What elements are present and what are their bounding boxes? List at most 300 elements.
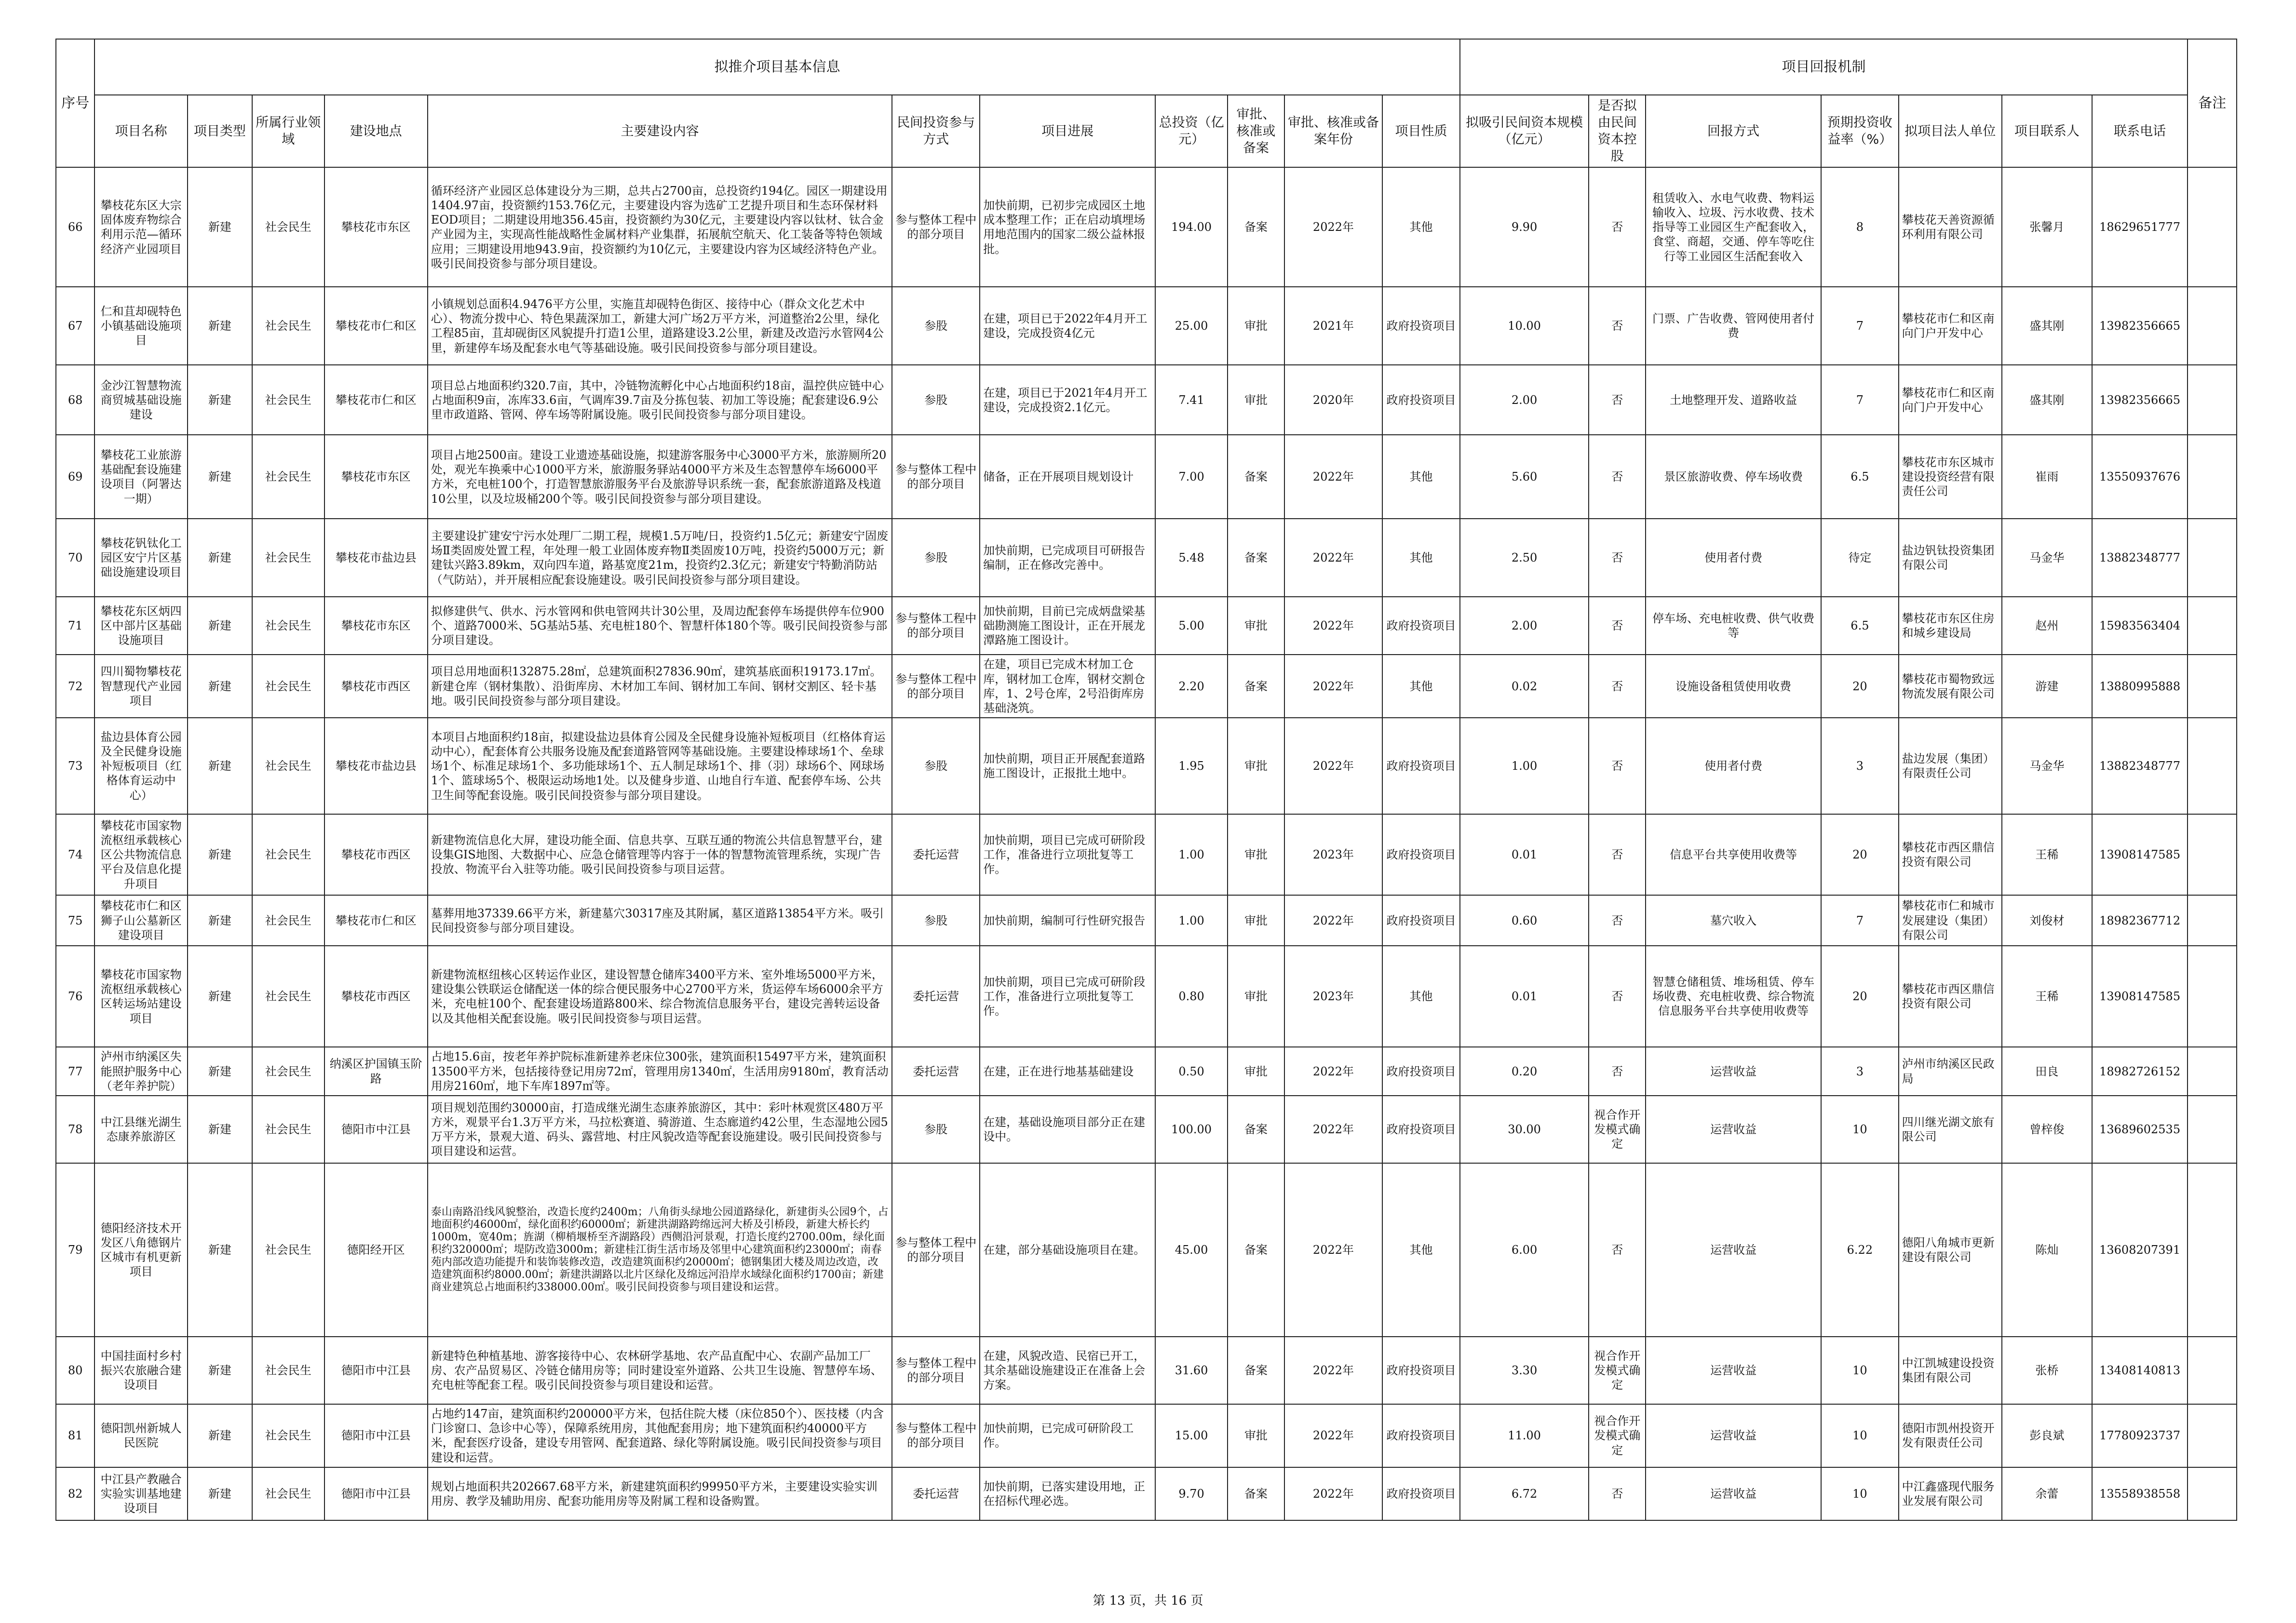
legal-entity-cell: 泸州市纳溪区民政局 [1899, 1047, 2002, 1096]
remark-cell [2188, 519, 2237, 597]
table-row [56, 1337, 2237, 1404]
project-nature-cell: 其他 [1382, 167, 1460, 287]
private-capital-cell: 2.50 [1460, 519, 1589, 597]
total-investment-cell: 15.00 [1155, 1404, 1228, 1467]
expected-return-rate-cell: 7 [1821, 365, 1899, 435]
header-approval-year: 审批、核准或备案年份 [1284, 95, 1382, 167]
location-cell: 德阳市中江县 [324, 1404, 428, 1467]
project-type-cell: 新建 [188, 1163, 252, 1337]
participation-method-cell: 参与整体工程中的部分项目 [892, 1163, 980, 1337]
approval-year-cell: 2022年 [1284, 1047, 1382, 1096]
progress-cell: 在建，部分基础设施项目在建。 [980, 1163, 1155, 1337]
expected-return-rate-cell: 20 [1821, 814, 1899, 895]
project-nature-cell: 政府投资项目 [1382, 365, 1460, 435]
contact-phone-cell: 18982726152 [2092, 1047, 2188, 1096]
remark-cell [2188, 1467, 2237, 1520]
private-capital-cell: 0.01 [1460, 814, 1589, 895]
industry-cell: 社会民生 [252, 365, 324, 435]
private-control-cell: 否 [1589, 718, 1646, 814]
project-name-cell: 德阳经济技术开发区八角德钢片区城市有机更新项目 [95, 1163, 188, 1337]
header-legal-entity: 拟项目法人单位 [1899, 95, 2002, 167]
private-control-cell: 视合作开发模式确定 [1589, 1096, 1646, 1163]
header-location: 建设地点 [324, 95, 428, 167]
progress-cell: 加快前期，已完成项目可研报告编制，正在修改完善中。 [980, 519, 1155, 597]
approval-year-cell: 2022年 [1284, 1163, 1382, 1337]
project-name-cell: 泸州市纳溪区失能照护服务中心（老年养护院） [95, 1047, 188, 1096]
progress-cell: 加快前期，项目已完成可研阶段工作，准备进行立项批复等工作。 [980, 814, 1155, 895]
content-cell: 项目占地2500亩。建设工业遗迹基础设施，拟建游客服务中心3000平方米，旅游厕所20处，观光车换乘中心1000平方米，旅游服务驿站4000平方米及生态智慧停车场6000平方米，充电桩100个，打造智慧旅游服务平台及旅游导识系统一套，配套旅游道路及栈道10公里，以及垃圾桶200个等。吸引民间投资参与部分项目建设。 [428, 435, 892, 519]
approval-type-cell: 审批 [1228, 895, 1284, 946]
private-capital-cell: 3.30 [1460, 1337, 1589, 1404]
contact-phone-cell: 13908147585 [2092, 946, 2188, 1047]
content-cell: 项目总用地面积132875.28㎡，总建筑面积27836.90㎡，建筑基底面积19173.17㎡。新建仓库（钢材集散）、沿街库房、木材加工车间、钢材加工车间、钢材交割区、轻卡基地。吸引民间投资参与部分项目建设。 [428, 655, 892, 718]
content-cell: 主要建设扩建安宁污水处理厂二期工程，规模1.5万吨/日，投资约1.5亿元；新建安宁固废场Ⅱ类固废处置工程，年处理一般工业固体废弃物Ⅱ类固废10万吨，投资约5000万元；新建钛兴路3.89km，双向四车道，路基宽度21m，投资约2.3亿元；新建安宁特勤消防站（气防站），并开展相应配套设施建设。吸引民间投资参与部分项目建设。 [428, 519, 892, 597]
participation-method-cell: 参与整体工程中的部分项目 [892, 655, 980, 718]
project-name-cell: 德阳凯州新城人民医院 [95, 1404, 188, 1467]
approval-year-cell: 2023年 [1284, 946, 1382, 1047]
table-row [56, 1404, 2237, 1467]
remark-cell [2188, 1337, 2237, 1404]
content-cell: 新建物流枢纽核心区转运作业区，建设智慧仓储库3400平方米、室外堆场5000平方米，建设集公铁联运仓储配送一体的综合便民服务中心2700平方米，货运停车场6000余平方米，充电桩100个、配套建设场道路800米、综合物流信息服务平台，建设完善转运设备以及其他相关配套设施。吸引民间投资参与项目运营。 [428, 946, 892, 1047]
header-industry: 所属行业领域 [252, 95, 324, 167]
approval-type-cell: 审批 [1228, 1404, 1284, 1467]
table-row [56, 1467, 2237, 1520]
contact-phone-cell: 13982356665 [2092, 287, 2188, 365]
return-method-cell: 运营收益 [1646, 1047, 1821, 1096]
project-name-cell: 攀枝花工业旅游基础配套设施建设项目（阿署达一期） [95, 435, 188, 519]
private-control-cell: 否 [1589, 365, 1646, 435]
page-footer: 第 13 页，共 16 页 [1093, 1594, 1203, 1608]
total-investment-cell: 194.00 [1155, 167, 1228, 287]
table-row [56, 597, 2237, 655]
legal-entity-cell: 攀枝花市仁和城市发展建设（集团）有限公司 [1899, 895, 2002, 946]
header-progress: 项目进展 [980, 95, 1155, 167]
private-control-cell: 否 [1589, 287, 1646, 365]
total-investment-cell: 31.60 [1155, 1337, 1228, 1404]
participation-method-cell: 参股 [892, 1096, 980, 1163]
private-control-cell: 否 [1589, 655, 1646, 718]
header-expected-return-rate: 预期投资收益率（%） [1821, 95, 1899, 167]
legal-entity-cell: 攀枝花市蜀物致远物流发展有限公司 [1899, 655, 2002, 718]
return-method-cell: 使用者付费 [1646, 718, 1821, 814]
project-type-cell: 新建 [188, 895, 252, 946]
project-nature-cell: 政府投资项目 [1382, 1096, 1460, 1163]
progress-cell: 加快前期，编制可行性研究报告 [980, 895, 1155, 946]
return-method-cell: 景区旅游收费、停车场收费 [1646, 435, 1821, 519]
approval-year-cell: 2022年 [1284, 718, 1382, 814]
project-type-cell: 新建 [188, 814, 252, 895]
legal-entity-cell: 中江鑫盛现代服务业发展有限公司 [1899, 1467, 2002, 1520]
project-type-cell: 新建 [188, 946, 252, 1047]
return-method-cell: 运营收益 [1646, 1163, 1821, 1337]
content-cell: 本项目占地面积约18亩，拟建设盐边县体育公园及全民健身设施补短板项目（红格体育运动中心），配套体育公共服务设施及配套道路管网等基础设施。主要建设棒球场1个、垒球场1个、标准足球场1个、多功能球场1个、五人制足球场1个、排（羽）球场6个、网球场1个、篮球场5个、极限运动场地1处。以及健身步道、山地自行车道、配套停车场、公共卫生间等配套设施。吸引民间投资参与部分项目建设。 [428, 718, 892, 814]
row-number-cell: 69 [56, 435, 95, 519]
progress-cell: 加快前期，已落实建设用地，正在招标代理必选。 [980, 1467, 1155, 1520]
content-cell: 泰山南路沿线风貌整治，改造长度约2400m；八角街头绿地公园道路绿化，新建街头公园9个，占地面积约46000㎡，绿化面积约60000㎡；新建洪湖路跨绵远河大桥及引桥段，新建大桥长约1000m，宽40m；旌湖（柳梢堰桥至齐湖路段）西侧沿河景观，打造长度约2700.00m，绿化面积约320000㎡；堤防改造3000m；新建桂江街生活市场及邻里中心建筑面积约23000㎡；南春苑内部改造功能提升和装饰装修改造，改造建筑面积约20000㎡；德钢集团大楼及周边改造，改造建筑面积约8000.00㎡；新建洪湖路以北片区绿化及绵远河沿岸水域绿化面积约1700亩；新建商业建筑总占地面积约338000.00㎡。吸引民间投资参与项目建设和运营。 [428, 1163, 892, 1337]
private-control-cell: 否 [1589, 597, 1646, 655]
participation-method-cell: 参与整体工程中的部分项目 [892, 1337, 980, 1404]
remark-cell [2188, 895, 2237, 946]
return-method-cell: 租赁收入、水电气收费、物料运输收入、垃圾、污水收费、技术指导等工业园区生产配套收入，食堂、商超，交通、停车等吃住行等工业园区生活配套收入 [1646, 167, 1821, 287]
project-nature-cell: 政府投资项目 [1382, 895, 1460, 946]
total-investment-cell: 1.95 [1155, 718, 1228, 814]
expected-return-rate-cell: 6.5 [1821, 435, 1899, 519]
contact-person-cell: 田良 [2002, 1047, 2092, 1096]
project-type-cell: 新建 [188, 365, 252, 435]
contact-phone-cell: 13608207391 [2092, 1163, 2188, 1337]
legal-entity-cell: 攀枝花市西区鼎信投资有限公司 [1899, 946, 2002, 1047]
contact-person-cell: 崔雨 [2002, 435, 2092, 519]
approval-year-cell: 2022年 [1284, 1337, 1382, 1404]
industry-cell: 社会民生 [252, 1163, 324, 1337]
header-project-name: 项目名称 [95, 95, 188, 167]
industry-cell: 社会民生 [252, 435, 324, 519]
contact-phone-cell: 17780923737 [2092, 1404, 2188, 1467]
approval-type-cell: 备案 [1228, 519, 1284, 597]
legal-entity-cell: 盐边钒钛投资集团有限公司 [1899, 519, 2002, 597]
approval-year-cell: 2022年 [1284, 655, 1382, 718]
contact-phone-cell: 13882348777 [2092, 519, 2188, 597]
legal-entity-cell: 德阳八角城市更新建设有限公司 [1899, 1163, 2002, 1337]
approval-year-cell: 2022年 [1284, 435, 1382, 519]
location-cell: 攀枝花市东区 [324, 167, 428, 287]
private-capital-cell: 10.00 [1460, 287, 1589, 365]
remark-cell [2188, 1096, 2237, 1163]
private-control-cell: 否 [1589, 1047, 1646, 1096]
contact-person-cell: 张桥 [2002, 1337, 2092, 1404]
project-name-cell: 金沙江智慧物流商贸城基础设施建设 [95, 365, 188, 435]
progress-cell: 加快前期，目前已完成炳盘梁基础勘测施工图设计，正在开展龙潭路施工图设计。 [980, 597, 1155, 655]
expected-return-rate-cell: 3 [1821, 1047, 1899, 1096]
private-capital-cell: 2.00 [1460, 597, 1589, 655]
row-number-cell: 70 [56, 519, 95, 597]
contact-person-cell: 王稀 [2002, 946, 2092, 1047]
remark-cell [2188, 946, 2237, 1047]
total-investment-cell: 9.70 [1155, 1467, 1228, 1520]
location-cell: 攀枝花市仁和区 [324, 895, 428, 946]
project-type-cell: 新建 [188, 167, 252, 287]
project-name-cell: 攀枝花东区大宗固体废弃物综合利用示范—循环经济产业园项目 [95, 167, 188, 287]
approval-year-cell: 2023年 [1284, 814, 1382, 895]
progress-cell: 加快前期，已初步完成园区土地成本整理工作；正在启动填埋场用地范围内的国家二级公益林报批。 [980, 167, 1155, 287]
industry-cell: 社会民生 [252, 1047, 324, 1096]
industry-cell: 社会民生 [252, 718, 324, 814]
project-name-cell: 中江县继光湖生态康养旅游区 [95, 1096, 188, 1163]
expected-return-rate-cell: 6.5 [1821, 597, 1899, 655]
project-nature-cell: 政府投资项目 [1382, 718, 1460, 814]
participation-method-cell: 参与整体工程中的部分项目 [892, 167, 980, 287]
project-nature-cell: 政府投资项目 [1382, 1467, 1460, 1520]
contact-person-cell: 马金华 [2002, 519, 2092, 597]
industry-cell: 社会民生 [252, 946, 324, 1047]
location-cell: 德阳经开区 [324, 1163, 428, 1337]
header-private-capital: 拟吸引民间资本规模（亿元） [1460, 95, 1589, 167]
project-nature-cell: 其他 [1382, 1163, 1460, 1337]
project-table [55, 39, 2237, 1521]
participation-method-cell: 参股 [892, 718, 980, 814]
project-name-cell: 攀枝花市国家物流枢纽承载核心区公共物流信息平台及信息化提升项目 [95, 814, 188, 895]
return-method-cell: 运营收益 [1646, 1337, 1821, 1404]
legal-entity-cell: 攀枝花市仁和区南向门户开发中心 [1899, 287, 2002, 365]
location-cell: 德阳市中江县 [324, 1337, 428, 1404]
expected-return-rate-cell: 10 [1821, 1404, 1899, 1467]
private-capital-cell: 30.00 [1460, 1096, 1589, 1163]
progress-cell: 加快前期，已完成可研阶段工作。 [980, 1404, 1155, 1467]
total-investment-cell: 0.50 [1155, 1047, 1228, 1096]
header-project-type: 项目类型 [188, 95, 252, 167]
contact-phone-cell: 13982356665 [2092, 365, 2188, 435]
progress-cell: 在建，项目已完成木材加工仓库，钢材加工仓库，钢材交割仓库，1、2号仓库，2号沿街库房基础浇筑。 [980, 655, 1155, 718]
participation-method-cell: 参股 [892, 519, 980, 597]
progress-cell: 储备，正在开展项目规划设计 [980, 435, 1155, 519]
total-investment-cell: 1.00 [1155, 895, 1228, 946]
return-method-cell: 门票、广告收费、管网使用者付费 [1646, 287, 1821, 365]
approval-type-cell: 备案 [1228, 435, 1284, 519]
approval-year-cell: 2022年 [1284, 895, 1382, 946]
private-control-cell: 否 [1589, 519, 1646, 597]
table-row [56, 718, 2237, 814]
approval-type-cell: 审批 [1228, 1047, 1284, 1096]
participation-method-cell: 参股 [892, 895, 980, 946]
industry-cell: 社会民生 [252, 1337, 324, 1404]
progress-cell: 加快前期，项目正开展配套道路施工图设计，正报批土地中。 [980, 718, 1155, 814]
remark-cell [2188, 287, 2237, 365]
private-control-cell: 否 [1589, 167, 1646, 287]
project-name-cell: 攀枝花市仁和区狮子山公墓新区建设项目 [95, 895, 188, 946]
industry-cell: 社会民生 [252, 1467, 324, 1520]
project-type-cell: 新建 [188, 1096, 252, 1163]
header-content: 主要建设内容 [428, 95, 892, 167]
remark-cell [2188, 655, 2237, 718]
legal-entity-cell: 四川继光湖文旅有限公司 [1899, 1096, 2002, 1163]
content-cell: 项目规划范围约30000亩，打造成继光湖生态康养旅游区，其中：彩叶林观赏区480万平方米，观景平台1.3万平方米，马拉松赛道、骑游道、生态廊道约42公里，生态湿地公园5万平方米，景观大道、码头、露营地、村庄风貌改造等配套设施建设。吸引民间投资参与项目建设和运营。 [428, 1096, 892, 1163]
progress-cell: 在建，项目已于2022年4月开工建设，完成投资4亿元 [980, 287, 1155, 365]
industry-cell: 社会民生 [252, 1404, 324, 1467]
remark-cell [2188, 1163, 2237, 1337]
row-number-cell: 82 [56, 1467, 95, 1520]
legal-entity-cell: 攀枝花市东区城市建设投资经营有限责任公司 [1899, 435, 2002, 519]
expected-return-rate-cell: 10 [1821, 1096, 1899, 1163]
private-control-cell: 否 [1589, 946, 1646, 1047]
row-number-cell: 78 [56, 1096, 95, 1163]
return-method-cell: 墓穴收入 [1646, 895, 1821, 946]
return-method-cell: 运营收益 [1646, 1467, 1821, 1520]
project-type-cell: 新建 [188, 1047, 252, 1096]
contact-person-cell: 陈灿 [2002, 1163, 2092, 1337]
private-control-cell: 否 [1589, 895, 1646, 946]
remark-cell [2188, 1404, 2237, 1467]
project-nature-cell: 政府投资项目 [1382, 597, 1460, 655]
industry-cell: 社会民生 [252, 895, 324, 946]
legal-entity-cell: 盐边发展（集团）有限责任公司 [1899, 718, 2002, 814]
contact-person-cell: 游建 [2002, 655, 2092, 718]
private-control-cell: 否 [1589, 1163, 1646, 1337]
approval-type-cell: 备案 [1228, 1467, 1284, 1520]
row-number-cell: 74 [56, 814, 95, 895]
approval-type-cell: 备案 [1228, 1163, 1284, 1337]
row-number-cell: 81 [56, 1404, 95, 1467]
contact-person-cell: 赵州 [2002, 597, 2092, 655]
approval-type-cell: 审批 [1228, 365, 1284, 435]
header-participation-method: 民间投资参与方式 [892, 95, 980, 167]
project-type-cell: 新建 [188, 519, 252, 597]
contact-person-cell: 曾梓俊 [2002, 1096, 2092, 1163]
table-row [56, 814, 2237, 895]
project-name-cell: 四川蜀物攀枝花智慧现代产业园项目 [95, 655, 188, 718]
project-nature-cell: 其他 [1382, 435, 1460, 519]
content-cell: 项目总占地面积约320.7亩，其中，冷链物流孵化中心占地面积约18亩，温控供应链中心占地面积9亩，冻库33.6亩，气调库39.7亩及分拣包装、初加工等设施；配套建设6.9公里市政道路、管网、停车场等附属设施。吸引民间投资参与部分项目建设。 [428, 365, 892, 435]
contact-phone-cell: 13880995888 [2092, 655, 2188, 718]
remark-cell [2188, 1047, 2237, 1096]
expected-return-rate-cell: 7 [1821, 287, 1899, 365]
total-investment-cell: 5.48 [1155, 519, 1228, 597]
approval-type-cell: 备案 [1228, 1096, 1284, 1163]
contact-phone-cell: 13689602535 [2092, 1096, 2188, 1163]
project-name-cell: 仁和苴却砚特色小镇基础设施项目 [95, 287, 188, 365]
participation-method-cell: 委托运营 [892, 1047, 980, 1096]
header-seq: 序号 [56, 39, 95, 167]
legal-entity-cell: 攀枝花市西区鼎信投资有限公司 [1899, 814, 2002, 895]
header-contact-person: 项目联系人 [2002, 95, 2092, 167]
table-row [56, 1096, 2237, 1163]
contact-phone-cell: 18982367712 [2092, 895, 2188, 946]
approval-year-cell: 2022年 [1284, 1404, 1382, 1467]
content-cell: 占地约147亩，建筑面积约200000平方米，包括住院大楼（床位850个）、医技楼（内含门诊窗口、急诊中心等），保障系统用房，其他配套用房；地下建筑面积约40000平方米，配套医疗设备，建设专用管网、配套道路、绿化等附属设施。吸引民间投资参与项目建设和运营。 [428, 1404, 892, 1467]
participation-method-cell: 委托运营 [892, 814, 980, 895]
return-method-cell: 信息平台共享使用收费等 [1646, 814, 1821, 895]
contact-phone-cell: 13882348777 [2092, 718, 2188, 814]
approval-year-cell: 2022年 [1284, 1467, 1382, 1520]
participation-method-cell: 委托运营 [892, 946, 980, 1047]
contact-person-cell: 盛其刚 [2002, 365, 2092, 435]
project-nature-cell: 其他 [1382, 946, 1460, 1047]
private-capital-cell: 9.90 [1460, 167, 1589, 287]
contact-person-cell: 盛其刚 [2002, 287, 2092, 365]
private-control-cell: 否 [1589, 814, 1646, 895]
private-capital-cell: 0.20 [1460, 1047, 1589, 1096]
table-row [56, 1047, 2237, 1096]
private-capital-cell: 6.72 [1460, 1467, 1589, 1520]
location-cell: 德阳市中江县 [324, 1096, 428, 1163]
participation-method-cell: 参与整体工程中的部分项目 [892, 597, 980, 655]
location-cell: 攀枝花市西区 [324, 655, 428, 718]
contact-phone-cell: 13908147585 [2092, 814, 2188, 895]
row-number-cell: 68 [56, 365, 95, 435]
expected-return-rate-cell: 10 [1821, 1467, 1899, 1520]
project-type-cell: 新建 [188, 1404, 252, 1467]
private-control-cell: 视合作开发模式确定 [1589, 1404, 1646, 1467]
private-capital-cell: 1.00 [1460, 718, 1589, 814]
return-method-cell: 智慧仓储租赁、堆场租赁、停车场收费、充电桩收费、综合物流信息服务平台共享使用收费等 [1646, 946, 1821, 1047]
table-row [56, 946, 2237, 1047]
approval-type-cell: 审批 [1228, 597, 1284, 655]
private-capital-cell: 6.00 [1460, 1163, 1589, 1337]
industry-cell: 社会民生 [252, 519, 324, 597]
project-name-cell: 中国挂面村乡村振兴农旅融合建设项目 [95, 1337, 188, 1404]
project-nature-cell: 其他 [1382, 655, 1460, 718]
participation-method-cell: 参与整体工程中的部分项目 [892, 1404, 980, 1467]
legal-entity-cell: 攀枝花天善资源循环利用有限公司 [1899, 167, 2002, 287]
approval-type-cell: 审批 [1228, 814, 1284, 895]
approval-year-cell: 2022年 [1284, 167, 1382, 287]
private-capital-cell: 11.00 [1460, 1404, 1589, 1467]
return-method-cell: 运营收益 [1646, 1404, 1821, 1467]
project-nature-cell: 政府投资项目 [1382, 1047, 1460, 1096]
approval-year-cell: 2022年 [1284, 1096, 1382, 1163]
header-project-nature: 项目性质 [1382, 95, 1460, 167]
contact-phone-cell: 13408140813 [2092, 1337, 2188, 1404]
private-capital-cell: 0.01 [1460, 946, 1589, 1047]
remark-cell [2188, 718, 2237, 814]
approval-type-cell: 备案 [1228, 1337, 1284, 1404]
expected-return-rate-cell: 20 [1821, 655, 1899, 718]
private-capital-cell: 0.60 [1460, 895, 1589, 946]
remark-cell [2188, 435, 2237, 519]
content-cell: 循环经济产业园区总体建设分为三期，总共占2700亩，总投资约194亿。园区一期建设用1404.97亩，投资额约153.76亿元，主要建设内容为选矿工艺提升项目和生态环保材料EOD项目；二期建设用地356.45亩，投资额约为30亿元，主要建设内容以钛材、钛合金产业园为主，实现高性能战略性金属材料产业集群，拓展航空航天、化工装备等特色领域应用；三期建设用地943.9亩，投资额约为10亿元，主要建设内容为区域经济特色产业。吸引民间投资参与部分项目建设。 [428, 167, 892, 287]
location-cell: 攀枝花市盐边县 [324, 519, 428, 597]
industry-cell: 社会民生 [252, 655, 324, 718]
table-row [56, 655, 2237, 718]
legal-entity-cell: 攀枝花市东区住房和城乡建设局 [1899, 597, 2002, 655]
content-cell: 占地15.6亩，按老年养护院标准新建养老床位300张，建筑面积15497平方米，建筑面积13500平方米，包括接待登记用房72㎡，管理用房1340㎡，生活用房9180㎡，教育活动用房2160㎡，地下车库1897㎡等。 [428, 1047, 892, 1096]
return-method-cell: 土地整理开发、道路收益 [1646, 365, 1821, 435]
header-remark: 备注 [2188, 39, 2237, 167]
table-row [56, 1163, 2237, 1337]
project-nature-cell: 政府投资项目 [1382, 287, 1460, 365]
remark-cell [2188, 167, 2237, 287]
header-private-control: 是否拟由民间资本控股 [1589, 95, 1646, 167]
project-type-cell: 新建 [188, 1337, 252, 1404]
header-return-method: 回报方式 [1646, 95, 1821, 167]
participation-method-cell: 参与整体工程中的部分项目 [892, 435, 980, 519]
contact-person-cell: 王稀 [2002, 814, 2092, 895]
content-cell: 新建物流信息化大屏，建设功能全面、信息共享、互联互通的物流公共信息智慧平台，建设集GIS地图、大数据中心、应急仓储管理等内容于一体的智慧物流管理系统，实现广告投放、物流平台入驻等功能。吸引民间投资参与项目运营。 [428, 814, 892, 895]
private-control-cell: 视合作开发模式确定 [1589, 1337, 1646, 1404]
approval-type-cell: 审批 [1228, 946, 1284, 1047]
progress-cell: 在建，项目已于2021年4月开工建设，完成投资2.1亿元。 [980, 365, 1155, 435]
project-name-cell: 盐边县体育公园及全民健身设施补短板项目（红格体育运动中心） [95, 718, 188, 814]
remark-cell [2188, 365, 2237, 435]
progress-cell: 在建，基础设施项目部分正在建设中。 [980, 1096, 1155, 1163]
location-cell: 攀枝花市西区 [324, 814, 428, 895]
industry-cell: 社会民生 [252, 597, 324, 655]
project-nature-cell: 政府投资项目 [1382, 1404, 1460, 1467]
return-method-cell: 设施设备租赁使用收费 [1646, 655, 1821, 718]
total-investment-cell: 7.00 [1155, 435, 1228, 519]
project-name-cell: 攀枝花东区炳四区中部片区基础设施项目 [95, 597, 188, 655]
total-investment-cell: 7.41 [1155, 365, 1228, 435]
legal-entity-cell: 德阳市凯州投资开发有限责任公司 [1899, 1404, 2002, 1467]
total-investment-cell: 0.80 [1155, 946, 1228, 1047]
participation-method-cell: 委托运营 [892, 1467, 980, 1520]
project-type-cell: 新建 [188, 1467, 252, 1520]
expected-return-rate-cell: 20 [1821, 946, 1899, 1047]
return-method-cell: 使用者付费 [1646, 519, 1821, 597]
contact-phone-cell: 13550937676 [2092, 435, 2188, 519]
project-name-cell: 攀枝花钒钛化工园区安宁片区基础设施建设项目 [95, 519, 188, 597]
table-row [56, 895, 2237, 946]
private-capital-cell: 0.02 [1460, 655, 1589, 718]
header-total-investment: 总投资（亿元） [1155, 95, 1228, 167]
approval-year-cell: 2022年 [1284, 597, 1382, 655]
total-investment-cell: 100.00 [1155, 1096, 1228, 1163]
return-method-cell: 运营收益 [1646, 1096, 1821, 1163]
content-cell: 新建特色种植基地、游客接待中心、农林研学基地、农产品直配中心、农副产品加工厂房、农产品贸易区、冷链仓储用房等；同时建设室外道路、公共卫生设施、智慧停车场、充电桩等配套工程。吸引民间投资参与项目建设和运营。 [428, 1337, 892, 1404]
table-row [56, 365, 2237, 435]
row-number-cell: 66 [56, 167, 95, 287]
participation-method-cell: 参股 [892, 365, 980, 435]
expected-return-rate-cell: 3 [1821, 718, 1899, 814]
